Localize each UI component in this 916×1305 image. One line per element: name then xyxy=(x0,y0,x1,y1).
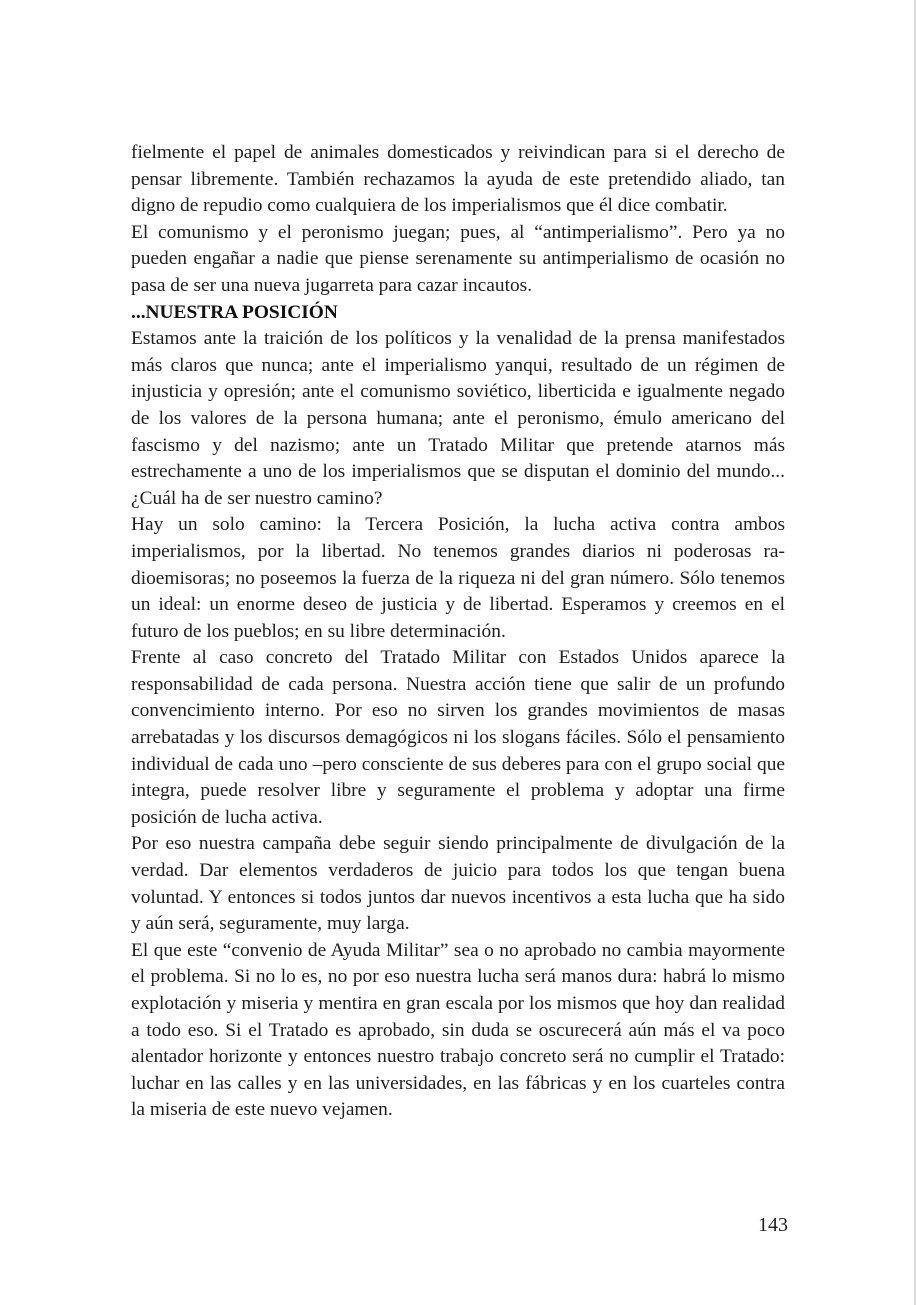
paragraph: Hay un solo camino: la Tercera Posición, la lucha activa contra ambos imperialismos, por la libertad. No tenemos grandes diarios ni poderosas radioemisoras; no poseemos la fuerza de la riqueza ni del gran número. Sólo tenemos un ideal: un enorme deseo de justicia y de libertad. Esperamos y creemos en el futuro de los pueblos; en su libre determinación. xyxy=(131,514,785,642)
paragraph: Frente al caso concreto del Tratado Militar con Estados Unidos aparece la responsabilidad de cada persona. Nuestra acción tiene que salir de un profundo convencimiento interno. Por eso no sirven los grandes movimientos de masas arrebatadas y los discursos demagógicos ni los slogans fáciles. Sólo el pensamiento individual de cada uno –pero consciente de sus deberes para con el grupo social que integra, puede resolver libre y seguramente el problema y adoptar una firme posición de lucha activa. xyxy=(131,647,785,828)
page-number: 143 xyxy=(758,1214,788,1236)
paragraph: Por eso nuestra campaña debe seguir siendo principalmente de divulgación de la verdad. Dar elementos verdaderos de juicio para todos los que tengan buena voluntad. Y entonces si todos juntos dar nuevos incentivos a esta lucha que ha sido y aún será, seguramente, muy larga. xyxy=(131,833,785,935)
paragraph: El que este “convenio de Ayuda Militar” sea o no aprobado no cambia mayormente el problema. Si no lo es, no por eso nuestra lucha será manos dura: habrá lo mismo explotación y miseria y mentira en gran escala por los mismos que hoy dan realidad a todo eso. Si el Tratado es aprobado, sin duda se oscurecerá aún más el va poco alentador horizonte y entonces nuestro trabajo concreto será no cumplir el Tratado: luchar en las calles y en las universidades, en las fábricas y en los cuarteles contra la miseria de este nuevo vejamen. xyxy=(131,939,785,1121)
paragraph: Estamos ante la traición de los políticos y la venalidad de la prensa manifestados más claros que nunca; ante el imperialismo yanqui, resultado de un régimen de injusticia y opresión; ante el comunismo soviético, liberticida e igualmente negado de los valores de la persona humana; ante el peronismo, émulo americano del fascismo y del nazismo; ante un Tratado Militar que pretende atarnos más estrechamente a uno de los imperialismos que se disputan el dominio del mundo... ¿Cuál ha de ser nuestro camino? xyxy=(131,328,785,509)
section-heading: ...NUESTRA POSICIÓN xyxy=(131,301,338,323)
body-text xyxy=(131,140,785,1124)
paragraph: El comunismo y el peronismo juegan; pues, al “antimperialismo”. Pero ya no pueden engañar a nadie que piense serenamente su antimperialismo de ocasión no pasa de ser una nueva jugarreta para cazar incautos. xyxy=(131,221,785,296)
paragraph: fielmente el papel de animales domesticados y reivindican para si el derecho de pensar libremente. También rechazamos la ayuda de este pretendido aliado, tan digno de repudio como cualquiera de los imperialismos que él dice combatir. xyxy=(131,142,785,217)
